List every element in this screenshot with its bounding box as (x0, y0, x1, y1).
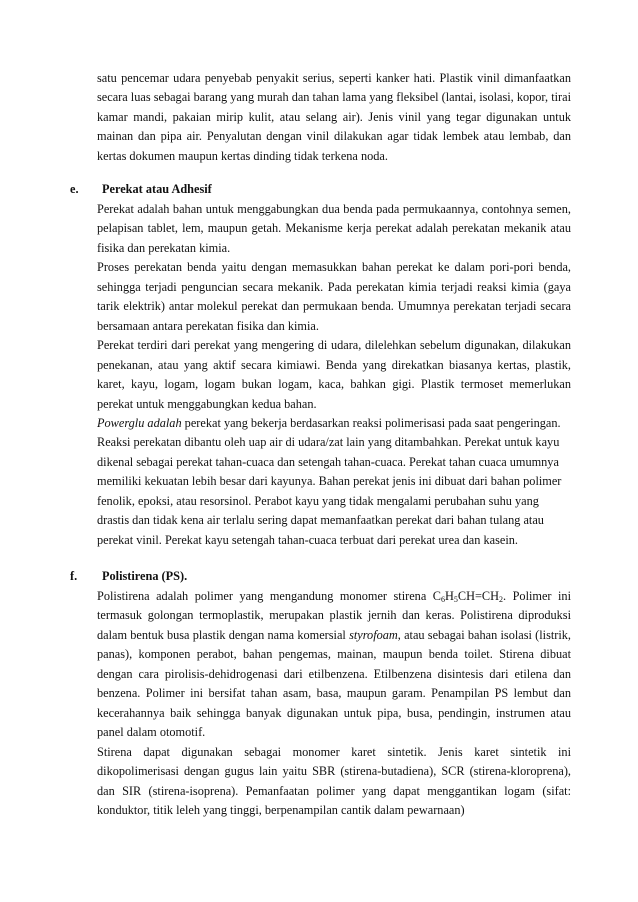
section-e-paragraph-3: Perekat terdiri dari perekat yang mengering di udara, dilelehkan sebelum digunakan, dilakukan penekanan, atau yang aktif secara kimiawi. Benda yang direkatkan biasanya kertas, plastik, karet, kayu, logam, logam bukan logam, kaca, bahkan gigi. Plastik termoset memerlukan perekat untuk menggabungkan kedua bahan. (97, 338, 571, 411)
section-f-p1-part-d: . Polimer ini termasuk golongan termoplastik, merupakan plastik jernih dan keras. Polistirena diproduksi dalam bentuk busa plastik dengan nama komersial (97, 589, 571, 642)
section-f-p1-part-a: Polistirena adalah polimer yang mengandung monomer stirena C (97, 589, 441, 603)
section-f-paragraph-1 (97, 587, 571, 743)
styrofoam-term: styrofoam (349, 627, 398, 642)
section-f-title: Polistirena (PS). (102, 569, 188, 583)
section-f-body (97, 587, 571, 820)
section-e-paragraph-1: Perekat adalah bahan untuk menggabungkan dua benda pada permukaannya, contohnya semen, pelapisan tablet, lem, maupun getah. Mekanisme kerja perekat adalah perekatan mekanik atau fisika dan perekatan kimia. (97, 202, 571, 255)
section-e-marker: e. (70, 182, 79, 196)
section-f-p1-part-c: CH=CH (457, 589, 499, 603)
section-e-paragraph-4-text: perekat yang bekerja berdasarkan reaksi polimerisasi pada saat pengeringan. Reaksi perekatan dibantu oleh uap air di udara/zat lain yang ditambahkan. Perekat untuk kayu dikenal sebagai perekat tahan-cuaca dan setengah tahan-cuaca. Perekat tahan cuaca umumnya memiliki kekuatan lebih besar dari kayunya. Bahan perekat jenis ini dibuat dari bahan polimer fenolik, epoksi, atau resorsinol. Perabot kayu yang tidak mengalami perubahan suhu yang drastis dan tidak kena air terlalu sering dapat memanfaatkan perekat dari bahan tulang atau perekat vinil. Perekat kayu setengah tahan-cuaca terbuat dari perekat urea dan kasein. (97, 415, 562, 547)
section-f-marker: f. (70, 569, 78, 583)
intro-paragraph: satu pencemar udara penyebab penyakit serius, seperti kanker hati. Plastik vinil dimanfaatkan secara luas sebagai barang yang murah dan tahan lama yang fleksibel (lantai, isolasi, kopor, tirai kamar mandi, pakaian mirip kulit, atau selang air). Jenis vinil yang tegar digunakan untuk mainan dan pipa air. Penyalutan dengan vinil dilakukan agar tidak lembek atau lembab, dan kertas dokumen maupun kertas dinding tidak terkena noda. (97, 71, 571, 163)
intro-block (97, 69, 571, 166)
section-f-p1-part-e: , atau sebagai bahan isolasi (listrik, panas), komponen perabot, bahan pengemas, mainan, maupun benda toilet. Stirena dibuat dengan cara pirolisis-dehidrogenasi dari etilbenzena. Etilbenzena disintesis dari etilena dan benzena. Polimer ini bersifat tahan asam, basa, maupun garam. Penampilan PS lembut dan kecerahannya baik sehingga banyak digunakan untuk pipa, busa, pendingin, instrumen atau panel dalam otomotif. (97, 627, 572, 740)
section-e-body (97, 200, 571, 550)
formula-sub-6: 6 (441, 595, 445, 604)
formula-sub-5: 5 (453, 595, 458, 604)
powerglu-term: Powerglu adalah (97, 415, 182, 430)
section-f-paragraph-2: Stirena dapat digunakan sebagai monomer karet sintetik. Jenis karet sintetik ini dikopolimerisasi dengan gugus lain yaitu SBR (stirena-butadiena), SCR (stirena-kloroprena), dan SIR (stirena-isoprena). Pemanfaatan polimer yang dapat menggantikan logam (sifat: konduktor, titik leleh yang tinggi, berpenampilan cantik dalam pewarnaan) (97, 744, 571, 817)
section-e-paragraph-2: Proses perekatan benda yaitu dengan memasukkan bahan perekat ke dalam pori-pori benda, sehingga terjadi penguncian secara mekanik. Pada perekatan kimia terjadi reaksi kimia (gaya tarik elektrik) antar molekul perekat dan permukaan benda. Umumnya perekatan terjadi secara bersamaan antara perekatan fisika dan kimia. (97, 260, 571, 333)
formula-sub-2: 2 (499, 595, 503, 604)
section-e-paragraph-4 (97, 414, 571, 550)
section-e-title: Perekat atau Adhesif (102, 182, 212, 196)
section-f-p1-part-b: H (445, 589, 454, 603)
